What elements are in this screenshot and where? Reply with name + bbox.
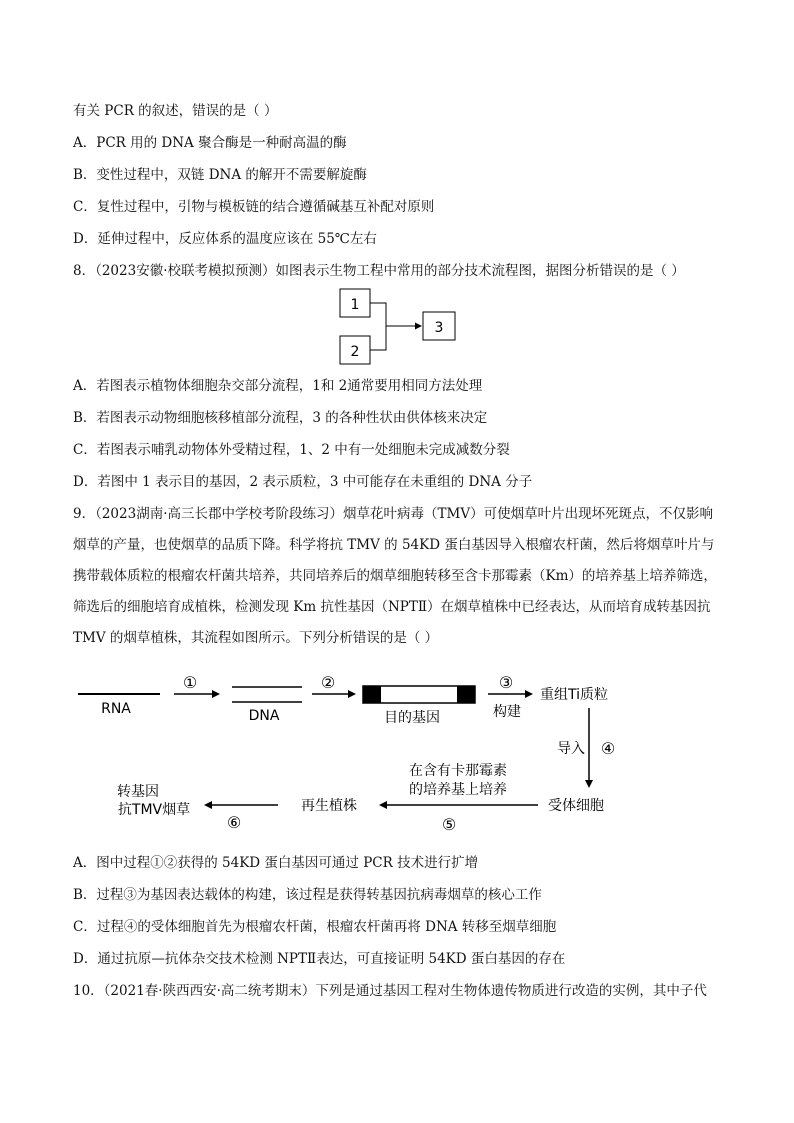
q9-option-c: C．过程④的受体细胞首先为根瘤农杆菌，根瘤农杆菌再将 DNA 转移至烟草细胞: [73, 919, 557, 935]
q9-transgenic-line-2: 抗TMV烟草: [117, 802, 191, 818]
q9-flow-diagram: [70, 668, 630, 838]
q9-stem-line-4: 筛选后的细胞培育成植株，检测发现 Km 抗性基因（NPTⅡ）在烟草植株中已经表达，从而培育成转基因抗: [73, 599, 711, 615]
q7-option-d: D．延伸过程中，反应体系的温度应该在 55℃左右: [73, 231, 377, 247]
q9-arrow-5-head: [379, 801, 387, 809]
q9-transgenic-line-1: 转基因: [117, 784, 159, 800]
q9-rna-label: RNA: [101, 701, 131, 717]
q9-step-6: ⑥: [226, 813, 242, 832]
q8-stem: 8．（2023安徽·校联考模拟预测）如图表示生物工程中常用的部分技术流程图，据图分析错误的是（ ）: [73, 263, 685, 279]
q9-medium-line-2: 的培养基上培养: [409, 782, 507, 798]
q9-receptor-cell-label: 受体细胞: [548, 798, 604, 814]
q9-step-2: ②: [320, 673, 336, 692]
q9-option-a: A．图中过程①②获得的 54KD 蛋白基因可通过 PCR 技术进行扩增: [73, 855, 479, 871]
q9-step-4: ④: [600, 739, 616, 758]
q7-option-a: A．PCR 用的 DNA 聚合酶是一种耐高温的酶: [73, 135, 347, 151]
q9-regenerated-plant-label: 再生植株: [301, 798, 357, 814]
q8-option-b: B．若图表示动物细胞核移植部分流程，3 的各种性状由供体核来决定: [73, 410, 488, 426]
q9-arrow-3-head: [525, 690, 533, 698]
q9-step-3: ③: [498, 673, 514, 692]
q9-dna-label: DNA: [248, 708, 280, 724]
q8-box-1-label: 1: [350, 297, 360, 313]
q7-option-c: C．复性过程中，引物与模板链的结合遵循碱基互补配对原则: [73, 199, 435, 215]
q9-stem-line-3: 携带载体质粒的根瘤农杆菌共培养，共同培养后的烟草细胞转移至含卡那霉素（Km）的培养基上培养筛选，: [73, 568, 717, 584]
q9-target-gene-left-end: [363, 686, 381, 703]
q9-step-4-label: 导入: [557, 741, 585, 757]
q9-step-5: ⑤: [441, 815, 457, 834]
q9-medium-line-1: 在含有卡那霉素: [409, 763, 507, 779]
q8-box-2-label: 2: [350, 344, 360, 360]
q9-stem-line-5: TMV 的烟草植株，其流程如图所示。下列分析错误的是（ ）: [73, 630, 439, 646]
q8-option-c: C．若图表示哺乳动物体外受精过程，1、2 中有一处细胞未完成减数分裂: [73, 442, 510, 458]
q9-step-1: ①: [182, 673, 198, 692]
q9-target-gene-label: 目的基因: [384, 710, 440, 726]
q8-option-a: A．若图表示植物体细胞杂交部分流程，1和 2通常要用相同方法处理: [73, 378, 483, 394]
q8-flow-diagram: [330, 286, 470, 368]
q9-stem-line-2: 烟草的产量，也使烟草的品质下降。科学将抗 TMV 的 54KD 蛋白基因导入根瘤农杆菌，然后将烟草叶片与: [73, 537, 715, 553]
q9-step-3-label: 构建: [493, 704, 521, 720]
q9-plasmid-label: 重组Ti质粒: [540, 687, 609, 703]
q8-box-3-label: 3: [434, 320, 444, 336]
q7-option-b: B．变性过程中，双链 DNA 的解开不需要解旋酶: [73, 167, 367, 183]
q9-option-b: B．过程③为基因表达载体的构建，该过程是获得转基因抗病毒烟草的核心工作: [73, 887, 542, 903]
q9-arrow-4-head: [585, 780, 593, 788]
q8-option-d: D．若图中 1 表示目的基因，2 表示质粒，3 中可能存在未重组的 DNA 分子: [73, 474, 533, 490]
q9-target-gene-right-end: [457, 686, 475, 703]
q9-option-d: D．通过抗原—抗体杂交技术检测 NPTⅡ表达，可直接证明 54KD 蛋白基因的存在: [73, 951, 566, 967]
q8-arrow-head: [415, 323, 422, 330]
q10-stem: 10．（2021春·陕西西安·高二统考期末）下列是通过基因工程对生物体遗传物质进行改造的实例，其中子代: [73, 983, 707, 999]
q9-arrow-6-head: [204, 801, 212, 809]
q9-stem-line-1: 9．（2023湖南·高三长郡中学校考阶段练习）烟草花叶病毒（TMV）可使烟草叶片出现坏死斑点，不仅影响: [73, 506, 714, 522]
q9-arrow-2-head: [348, 690, 356, 698]
q7-stem: 有关 PCR 的叙述，错误的是（ ）: [73, 103, 278, 119]
q9-arrow-1-head: [212, 690, 220, 698]
q8-merge-line: [370, 303, 386, 350]
